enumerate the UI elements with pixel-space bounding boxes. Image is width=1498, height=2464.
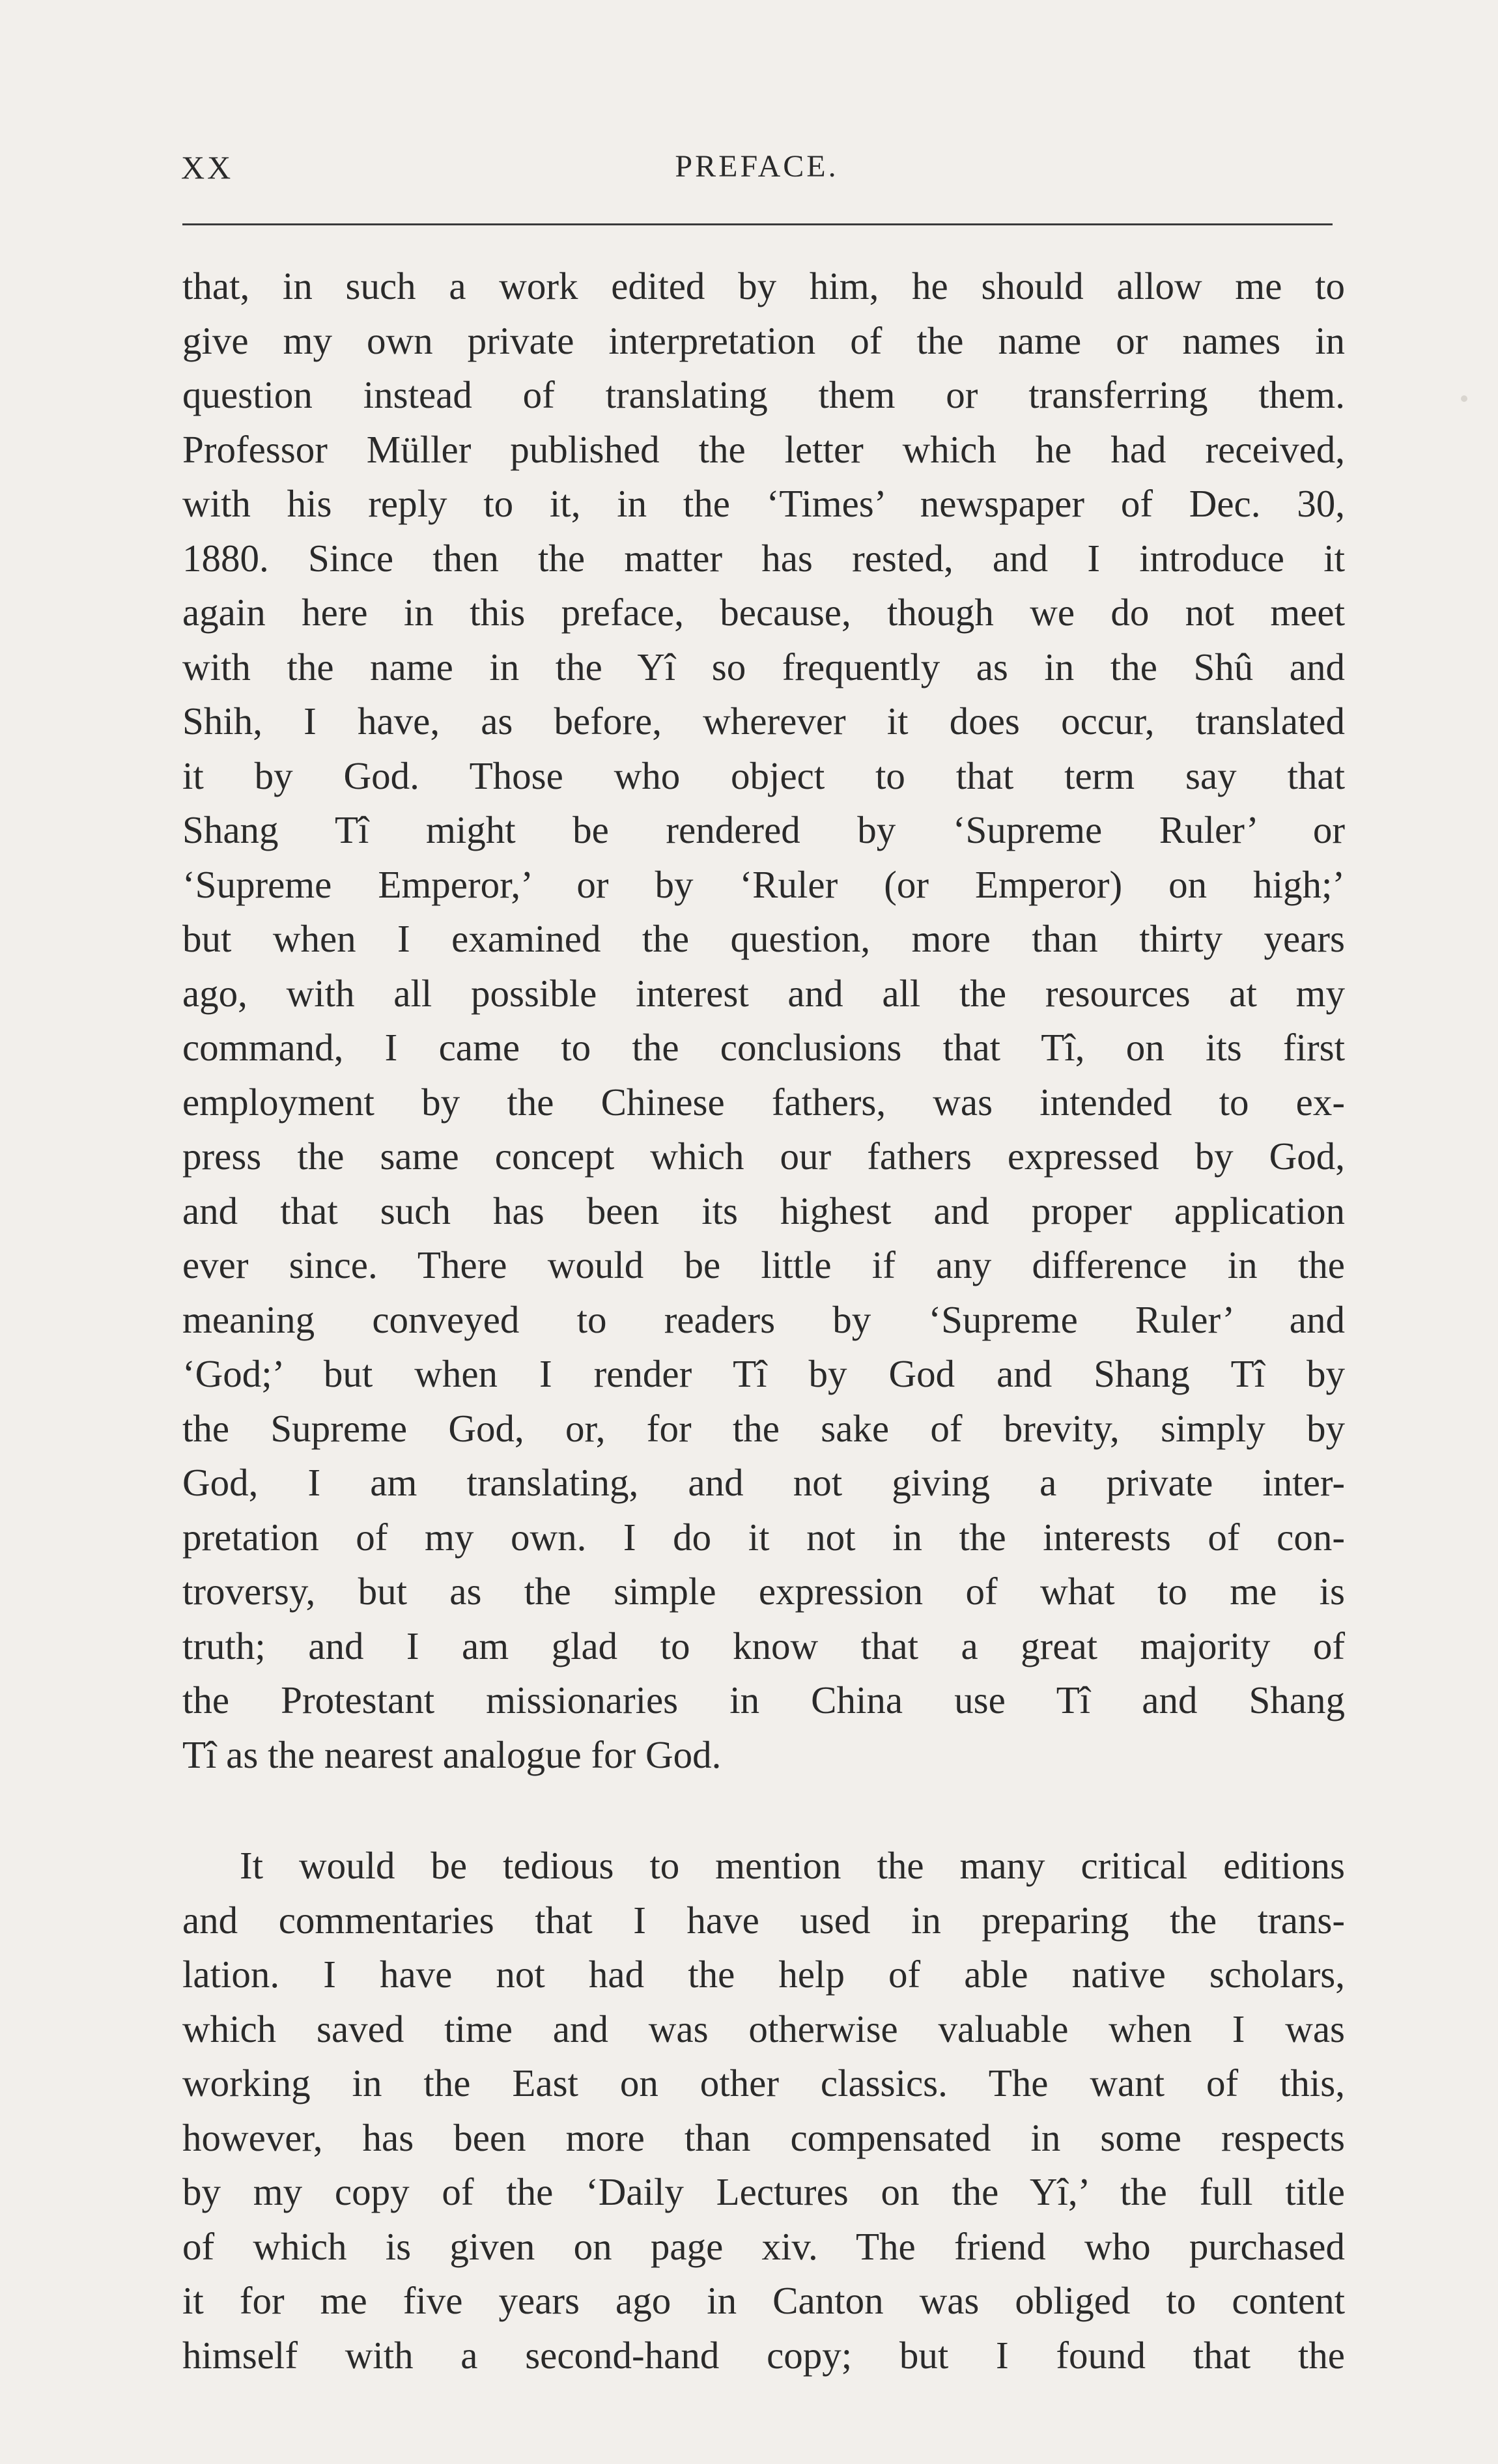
paragraph-2 — [182, 1839, 1345, 2383]
text-line: 1880. Since then the matter has rested, and I introduce it — [182, 536, 1345, 580]
text-line: Tî as the nearest analogue for God. — [182, 1733, 722, 1776]
text-line: Shang Tî might be rendered by ‘Supreme Ruler’ or — [182, 808, 1345, 851]
text-line: it for me five years ago in Canton was obliged to content — [182, 2279, 1345, 2322]
text-line: with the name in the Yî so frequently as in the Shû and — [182, 645, 1345, 688]
paragraph-gap — [182, 1782, 1345, 1839]
text-line: himself with a second-hand copy; but I found that the — [182, 2333, 1345, 2377]
text-line: meaning conveyed to readers by ‘Supreme Ruler’ and — [182, 1297, 1345, 1341]
running-head — [181, 149, 1333, 201]
text-line: the Protestant missionaries in China use Tî and Shang — [182, 1678, 1345, 1721]
text-line: press the same concept which our fathers expressed by God, — [182, 1135, 1345, 1178]
text-line: Professor Müller published the letter which he had received, — [182, 427, 1345, 471]
text-line: Shih, I have, as before, wherever it does occur, translated — [182, 700, 1345, 743]
text-line: lation. I have not had the help of able native scholars, — [182, 1953, 1345, 1996]
text-line: which saved time and was otherwise valuable when I was — [182, 2007, 1345, 2050]
text-line: command, I came to the conclusions that Tî, on its first — [182, 1026, 1345, 1069]
text-line: troversy, but as the simple expression of what to me is — [182, 1570, 1345, 1613]
text-line: truth; and I am glad to know that a great majority of — [182, 1624, 1345, 1667]
text-line: it by God. Those who object to that term say that — [182, 754, 1345, 797]
text-line: ever since. There would be little if any difference in the — [182, 1243, 1345, 1286]
text-line: employment by the Chinese fathers, was intended to ex- — [182, 1080, 1345, 1124]
text-line: give my own private interpretation of the name or names in — [182, 319, 1345, 362]
text-line: but when I examined the question, more than thirty years — [182, 917, 1345, 960]
text-line: ago, with all possible interest and all the resources at my — [182, 971, 1345, 1015]
body-text — [182, 259, 1345, 2383]
header-rule — [182, 223, 1333, 225]
text-line: and that such has been its highest and proper application — [182, 1189, 1345, 1232]
text-line: ‘Supreme Emperor,’ or by ‘Ruler (or Emperor) on high;’ — [182, 862, 1345, 906]
text-line: again here in this preface, because, though we do not meet — [182, 591, 1345, 634]
text-line: pretation of my own. I do it not in the interests of con- — [182, 1515, 1345, 1559]
paper-speck — [1461, 395, 1467, 402]
running-title: PREFACE. — [675, 149, 839, 184]
text-line: and commentaries that I have used in preparing the trans- — [182, 1898, 1345, 1942]
page-number: XX — [181, 149, 234, 186]
text-line: however, has been more than compensated in some respects — [182, 2116, 1345, 2159]
text-line: God, I am translating, and not giving a private inter- — [182, 1461, 1345, 1504]
text-line: the Supreme God, or, for the sake of brevity, simply by — [182, 1406, 1345, 1450]
text-line: question instead of translating them or transferring them. — [182, 373, 1345, 416]
text-line: with his reply to it, in the ‘Times’ newspaper of Dec. 30, — [182, 482, 1345, 525]
text-line: that, in such a work edited by him, he should allow me to — [182, 264, 1345, 307]
text-line: It would be tedious to mention the many critical editions — [240, 1844, 1345, 1887]
text-line: of which is given on page xiv. The friend who purchased — [182, 2224, 1345, 2268]
text-line: working in the East on other classics. The want of this, — [182, 2061, 1345, 2104]
text-line: ‘God;’ but when I render Tî by God and Shang Tî by — [182, 1352, 1345, 1395]
paragraph-1 — [182, 259, 1345, 1782]
text-line: by my copy of the ‘Daily Lectures on the Yî,’ the full title — [182, 2170, 1345, 2213]
